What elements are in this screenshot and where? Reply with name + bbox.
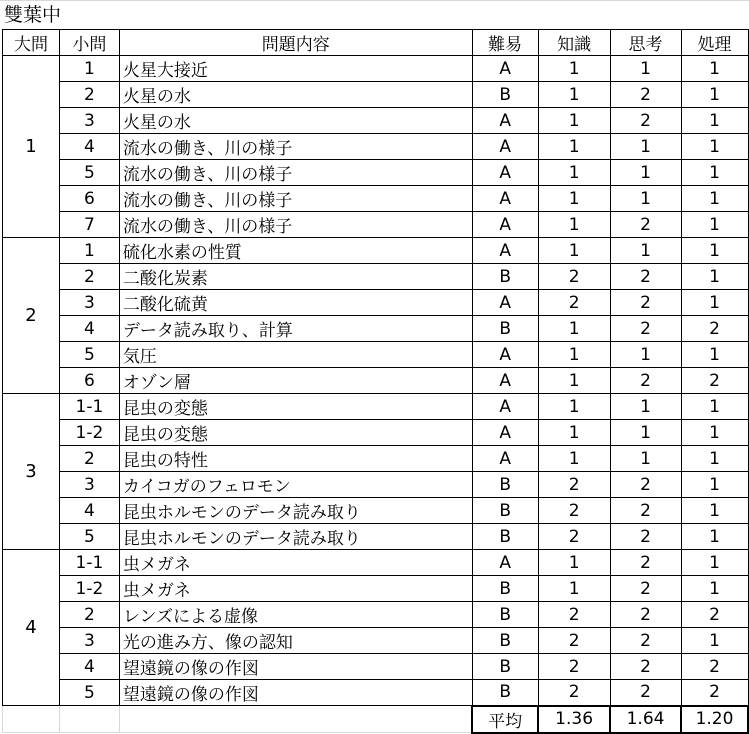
knowledge-cell[interactable]: 1 (538, 56, 610, 82)
knowledge-cell[interactable]: 1 (538, 160, 610, 186)
major-question-cell[interactable]: 2 (3, 238, 60, 394)
knowledge-cell[interactable]: 1 (538, 368, 610, 394)
processing-cell[interactable]: 1 (681, 264, 748, 290)
header-content[interactable]: 問題内容 (119, 30, 472, 56)
processing-cell[interactable]: 1 (681, 108, 748, 134)
content-cell[interactable]: 硫化水素の性質 (119, 238, 472, 264)
difficulty-cell[interactable]: B (472, 524, 538, 550)
minor-question-cell[interactable]: 7 (59, 212, 119, 238)
processing-cell[interactable]: 2 (681, 368, 748, 394)
minor-question-cell[interactable]: 1-2 (59, 420, 119, 446)
content-cell[interactable]: 昆虫ホルモンのデータ読み取り (119, 524, 472, 550)
difficulty-cell[interactable]: A (472, 446, 538, 472)
knowledge-cell[interactable]: 1 (538, 238, 610, 264)
difficulty-cell[interactable]: A (472, 550, 538, 576)
knowledge-cell[interactable]: 1 (538, 446, 610, 472)
content-cell[interactable]: 流水の働き、川の様子 (119, 212, 472, 238)
thinking-cell[interactable]: 1 (610, 446, 681, 472)
thinking-cell[interactable]: 2 (610, 628, 681, 654)
minor-question-cell[interactable]: 2 (59, 82, 119, 108)
content-cell[interactable]: カイコガのフェロモン (119, 472, 472, 498)
thinking-cell[interactable]: 1 (610, 420, 681, 446)
average-label[interactable]: 平均 (472, 706, 538, 733)
table-row (3, 134, 749, 160)
minor-question-cell[interactable]: 3 (59, 628, 119, 654)
processing-cell[interactable]: 1 (681, 134, 748, 160)
thinking-cell[interactable]: 2 (610, 472, 681, 498)
table-row (3, 264, 749, 290)
minor-question-cell[interactable]: 4 (59, 498, 119, 524)
knowledge-cell[interactable]: 2 (538, 264, 610, 290)
knowledge-cell[interactable]: 1 (538, 576, 610, 602)
content-cell[interactable]: 昆虫の変態 (119, 394, 472, 420)
processing-cell[interactable]: 1 (681, 498, 748, 524)
knowledge-cell[interactable]: 2 (538, 498, 610, 524)
content-cell[interactable]: レンズによる虚像 (119, 602, 472, 628)
knowledge-cell[interactable]: 1 (538, 82, 610, 108)
minor-question-cell[interactable]: 1-1 (59, 550, 119, 576)
header-knowledge[interactable]: 知識 (538, 30, 610, 56)
knowledge-cell[interactable]: 1 (538, 316, 610, 342)
question-table (2, 29, 749, 734)
content-cell[interactable]: 望遠鏡の像の作図 (119, 654, 472, 680)
major-question-cell[interactable]: 1 (3, 56, 60, 238)
minor-question-cell[interactable]: 1 (59, 238, 119, 264)
content-cell[interactable]: 光の進み方、像の認知 (119, 628, 472, 654)
content-cell[interactable]: 流水の働き、川の様子 (119, 134, 472, 160)
thinking-cell[interactable]: 1 (610, 342, 681, 368)
content-cell[interactable]: 昆虫の特性 (119, 446, 472, 472)
table-row (3, 420, 749, 446)
minor-question-cell[interactable]: 3 (59, 108, 119, 134)
content-cell[interactable]: 火星の水 (119, 108, 472, 134)
minor-question-cell[interactable]: 4 (59, 654, 119, 680)
content-cell[interactable]: 流水の働き、川の様子 (119, 186, 472, 212)
header-difficulty[interactable]: 難易 (472, 30, 538, 56)
knowledge-cell[interactable]: 1 (538, 420, 610, 446)
knowledge-cell[interactable]: 2 (538, 524, 610, 550)
content-cell[interactable]: 二酸化炭素 (119, 264, 472, 290)
knowledge-cell[interactable]: 1 (538, 108, 610, 134)
difficulty-cell[interactable]: B (472, 628, 538, 654)
thinking-cell[interactable]: 2 (610, 576, 681, 602)
difficulty-cell[interactable]: B (472, 498, 538, 524)
thinking-cell[interactable]: 1 (610, 186, 681, 212)
table-body (3, 56, 749, 733)
minor-question-cell[interactable]: 1-1 (59, 394, 119, 420)
table-row (3, 576, 749, 602)
minor-question-cell[interactable]: 2 (59, 446, 119, 472)
table-row (3, 212, 749, 238)
processing-cell[interactable]: 1 (681, 524, 748, 550)
difficulty-cell[interactable]: A (472, 342, 538, 368)
average-row (3, 706, 749, 733)
average-processing[interactable]: 1.20 (681, 706, 748, 733)
header-row (3, 30, 749, 56)
knowledge-cell[interactable]: 2 (538, 602, 610, 628)
content-cell[interactable]: 虫メガネ (119, 550, 472, 576)
processing-cell[interactable]: 1 (681, 212, 748, 238)
table-row (3, 238, 749, 264)
empty-cell[interactable] (119, 706, 472, 733)
content-cell[interactable]: 流水の働き、川の様子 (119, 160, 472, 186)
average-knowledge[interactable]: 1.36 (538, 706, 610, 733)
table-row (3, 290, 749, 316)
table-row (3, 186, 749, 212)
minor-question-cell[interactable]: 5 (59, 342, 119, 368)
processing-cell[interactable]: 1 (681, 576, 748, 602)
thinking-cell[interactable]: 2 (610, 264, 681, 290)
processing-cell[interactable]: 1 (681, 342, 748, 368)
thinking-cell[interactable]: 2 (610, 82, 681, 108)
knowledge-cell[interactable]: 2 (538, 680, 610, 706)
processing-cell[interactable]: 2 (681, 602, 748, 628)
table-row (3, 368, 749, 394)
minor-question-cell[interactable]: 5 (59, 524, 119, 550)
minor-question-cell[interactable]: 2 (59, 602, 119, 628)
difficulty-cell[interactable]: B (472, 82, 538, 108)
knowledge-cell[interactable]: 1 (538, 212, 610, 238)
thinking-cell[interactable]: 1 (610, 394, 681, 420)
table-row (3, 394, 749, 420)
table-row (3, 82, 749, 108)
processing-cell[interactable]: 1 (681, 290, 748, 316)
header-processing[interactable]: 処理 (681, 30, 748, 56)
processing-cell[interactable]: 1 (681, 238, 748, 264)
processing-cell[interactable]: 2 (681, 654, 748, 680)
content-cell[interactable]: 火星大接近 (119, 56, 472, 82)
minor-question-cell[interactable]: 5 (59, 160, 119, 186)
thinking-cell[interactable]: 2 (610, 108, 681, 134)
table-row (3, 446, 749, 472)
minor-question-cell[interactable]: 2 (59, 264, 119, 290)
content-cell[interactable]: 望遠鏡の像の作図 (119, 680, 472, 706)
knowledge-cell[interactable]: 1 (538, 134, 610, 160)
difficulty-cell[interactable]: A (472, 186, 538, 212)
empty-cell[interactable] (59, 706, 119, 733)
difficulty-cell[interactable]: A (472, 56, 538, 82)
difficulty-cell[interactable]: A (472, 108, 538, 134)
difficulty-cell[interactable]: A (472, 420, 538, 446)
table-row (3, 524, 749, 550)
content-cell[interactable]: 火星の水 (119, 82, 472, 108)
content-cell[interactable]: 気圧 (119, 342, 472, 368)
difficulty-cell[interactable]: B (472, 472, 538, 498)
knowledge-cell[interactable]: 2 (538, 628, 610, 654)
header-thinking[interactable]: 思考 (610, 30, 681, 56)
difficulty-cell[interactable]: B (472, 680, 538, 706)
difficulty-cell[interactable]: A (472, 134, 538, 160)
processing-cell[interactable]: 1 (681, 628, 748, 654)
thinking-cell[interactable]: 2 (610, 212, 681, 238)
minor-question-cell[interactable]: 4 (59, 316, 119, 342)
table-row (3, 342, 749, 368)
table-row (3, 498, 749, 524)
minor-question-cell[interactable]: 3 (59, 472, 119, 498)
difficulty-cell[interactable]: B (472, 602, 538, 628)
processing-cell[interactable]: 2 (681, 680, 748, 706)
minor-question-cell[interactable]: 6 (59, 186, 119, 212)
difficulty-cell[interactable]: A (472, 212, 538, 238)
thinking-cell[interactable]: 2 (610, 602, 681, 628)
thinking-cell[interactable]: 2 (610, 550, 681, 576)
thinking-cell[interactable]: 2 (610, 498, 681, 524)
table-row (3, 628, 749, 654)
minor-question-cell[interactable]: 3 (59, 290, 119, 316)
table-row (3, 108, 749, 134)
processing-cell[interactable]: 1 (681, 56, 748, 82)
minor-question-cell[interactable]: 6 (59, 368, 119, 394)
thinking-cell[interactable]: 2 (610, 654, 681, 680)
thinking-cell[interactable]: 2 (610, 524, 681, 550)
table-row (3, 550, 749, 576)
content-cell[interactable]: 昆虫の変態 (119, 420, 472, 446)
difficulty-cell[interactable]: B (472, 316, 538, 342)
content-cell[interactable]: 虫メガネ (119, 576, 472, 602)
processing-cell[interactable]: 1 (681, 160, 748, 186)
thinking-cell[interactable]: 2 (610, 290, 681, 316)
table-row (3, 472, 749, 498)
difficulty-cell[interactable]: B (472, 654, 538, 680)
difficulty-cell[interactable]: A (472, 368, 538, 394)
processing-cell[interactable]: 1 (681, 394, 748, 420)
table-row (3, 602, 749, 628)
processing-cell[interactable]: 1 (681, 186, 748, 212)
header-major[interactable]: 大問 (3, 30, 60, 56)
knowledge-cell[interactable]: 1 (538, 394, 610, 420)
table-row (3, 654, 749, 680)
processing-cell[interactable]: 1 (681, 82, 748, 108)
grid-line (0, 0, 749, 1)
knowledge-cell[interactable]: 1 (538, 186, 610, 212)
difficulty-cell[interactable]: A (472, 290, 538, 316)
major-question-cell[interactable]: 3 (3, 394, 60, 550)
difficulty-cell[interactable]: B (472, 576, 538, 602)
thinking-cell[interactable]: 2 (610, 316, 681, 342)
table-row (3, 160, 749, 186)
table-row (3, 680, 749, 706)
content-cell[interactable]: 二酸化硫黄 (119, 290, 472, 316)
content-cell[interactable]: オゾン層 (119, 368, 472, 394)
thinking-cell[interactable]: 2 (610, 368, 681, 394)
processing-cell[interactable]: 1 (681, 420, 748, 446)
content-cell[interactable]: データ読み取り、計算 (119, 316, 472, 342)
content-cell[interactable]: 昆虫ホルモンのデータ読み取り (119, 498, 472, 524)
empty-cell[interactable] (3, 706, 60, 733)
minor-question-cell[interactable]: 1 (59, 56, 119, 82)
processing-cell[interactable]: 2 (681, 316, 748, 342)
processing-cell[interactable]: 1 (681, 550, 748, 576)
table-row (3, 316, 749, 342)
thinking-cell[interactable]: 1 (610, 160, 681, 186)
knowledge-cell[interactable]: 1 (538, 342, 610, 368)
knowledge-cell[interactable]: 2 (538, 654, 610, 680)
thinking-cell[interactable]: 2 (610, 680, 681, 706)
thinking-cell[interactable]: 1 (610, 56, 681, 82)
minor-question-cell[interactable]: 4 (59, 134, 119, 160)
knowledge-cell[interactable]: 1 (538, 550, 610, 576)
thinking-cell[interactable]: 1 (610, 134, 681, 160)
processing-cell[interactable]: 1 (681, 472, 748, 498)
difficulty-cell[interactable]: B (472, 264, 538, 290)
minor-question-cell[interactable]: 1-2 (59, 576, 119, 602)
school-title[interactable]: 雙葉中 (4, 4, 62, 26)
difficulty-cell[interactable]: A (472, 238, 538, 264)
difficulty-cell[interactable]: A (472, 394, 538, 420)
thinking-cell[interactable]: 1 (610, 238, 681, 264)
knowledge-cell[interactable]: 2 (538, 472, 610, 498)
knowledge-cell[interactable]: 2 (538, 290, 610, 316)
major-question-cell[interactable]: 4 (3, 550, 60, 706)
table-row (3, 56, 749, 82)
header-minor[interactable]: 小問 (59, 30, 119, 56)
processing-cell[interactable]: 1 (681, 446, 748, 472)
average-thinking[interactable]: 1.64 (610, 706, 681, 733)
difficulty-cell[interactable]: A (472, 160, 538, 186)
minor-question-cell[interactable]: 5 (59, 680, 119, 706)
